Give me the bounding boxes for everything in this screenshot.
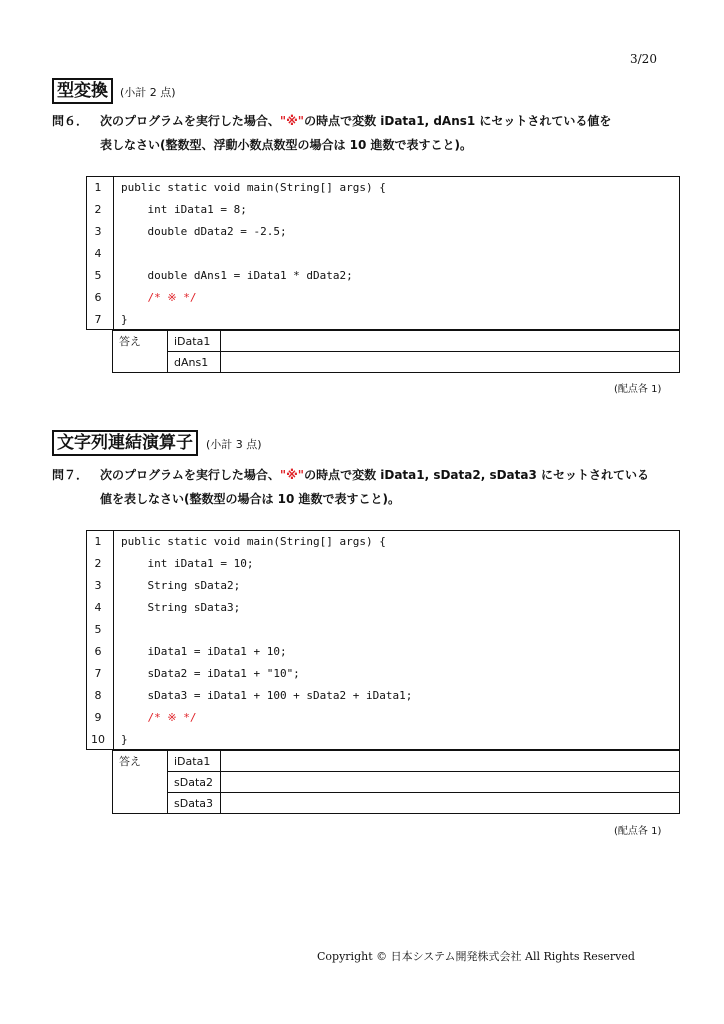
code-line bbox=[87, 663, 679, 685]
line-number: 4 bbox=[94, 601, 102, 614]
code-line bbox=[87, 531, 679, 553]
line-number: 10 bbox=[91, 733, 105, 746]
answer-field[interactable] bbox=[221, 352, 680, 373]
answer-field[interactable] bbox=[221, 772, 680, 793]
code-text: String sData3; bbox=[121, 601, 241, 614]
line-number: 2 bbox=[94, 557, 102, 570]
code-text: public static void main(String[] args) { bbox=[121, 181, 386, 194]
answer-label: 答え bbox=[113, 331, 168, 373]
answer-var: dAns1 bbox=[168, 352, 221, 373]
code-text: } bbox=[121, 733, 128, 746]
page-number: 3/20 bbox=[630, 52, 657, 66]
code-text: sData3 = iData1 + 100 + sData2 + iData1; bbox=[121, 689, 413, 702]
code-line bbox=[87, 287, 679, 309]
question-6 bbox=[52, 108, 672, 160]
line-number: 3 bbox=[94, 579, 102, 592]
code-line bbox=[87, 221, 679, 243]
answer-var: sData2 bbox=[168, 772, 221, 793]
code-comment: /* ※ */ bbox=[121, 291, 197, 304]
line-number: 7 bbox=[94, 313, 102, 326]
line-number: 6 bbox=[94, 645, 102, 658]
answer-var: iData1 bbox=[168, 331, 221, 352]
answer-var: sData3 bbox=[168, 793, 221, 814]
code-line bbox=[87, 707, 679, 729]
answer-label: 答え bbox=[113, 751, 168, 814]
line-number: 5 bbox=[94, 269, 102, 282]
code-text: double dAns1 = iData1 * dData2; bbox=[121, 269, 353, 282]
section-title: 型変換 bbox=[52, 78, 113, 104]
code-line bbox=[87, 619, 679, 641]
subtotal: (小計 3 点) bbox=[206, 438, 262, 451]
mark: "※" bbox=[279, 468, 305, 482]
line-number: 1 bbox=[94, 535, 102, 548]
code-box bbox=[86, 176, 680, 330]
line-number: 2 bbox=[94, 203, 102, 216]
answer-field[interactable] bbox=[221, 793, 680, 814]
section-title: 文字列連結演算子 bbox=[52, 430, 198, 456]
code-text: iData1 = iData1 + 10; bbox=[121, 645, 287, 658]
code-line bbox=[87, 243, 679, 265]
line-number: 9 bbox=[94, 711, 102, 724]
code-line bbox=[87, 729, 679, 751]
question-line-1: 次のプログラムを実行した場合、"※"の時点で変数 iData1, dAns1 にセットされている値を bbox=[100, 114, 612, 128]
code-box bbox=[86, 530, 680, 750]
line-number: 5 bbox=[94, 623, 102, 636]
line-number: 4 bbox=[94, 247, 102, 260]
line-number: 3 bbox=[94, 225, 102, 238]
code-line bbox=[87, 177, 679, 199]
code-line bbox=[87, 597, 679, 619]
line-number: 6 bbox=[94, 291, 102, 304]
code-text: public static void main(String[] args) { bbox=[121, 535, 386, 548]
code-text: sData2 = iData1 + "10"; bbox=[121, 667, 300, 680]
answer-table bbox=[112, 750, 680, 814]
code-comment: /* ※ */ bbox=[121, 711, 197, 724]
code-line bbox=[87, 685, 679, 707]
code-line bbox=[87, 199, 679, 221]
line-number: 8 bbox=[94, 689, 102, 702]
line-number: 7 bbox=[94, 667, 102, 680]
code-text: int iData1 = 8; bbox=[121, 203, 247, 216]
mark: "※" bbox=[279, 114, 305, 128]
code-text: } bbox=[121, 313, 128, 326]
answer-table bbox=[112, 330, 680, 373]
answer-field[interactable] bbox=[221, 751, 680, 772]
line-number: 1 bbox=[94, 181, 102, 194]
code-line bbox=[87, 641, 679, 663]
points: (配点各 1) bbox=[614, 826, 662, 837]
code-text: String sData2; bbox=[121, 579, 241, 592]
copyright: Copyright © 日本システム開発株式会社 All Rights Reserved bbox=[317, 950, 635, 963]
answer-var: iData1 bbox=[168, 751, 221, 772]
answer-field[interactable] bbox=[221, 331, 680, 352]
question-7 bbox=[52, 462, 672, 514]
subtotal: (小計 2 点) bbox=[120, 86, 176, 99]
question-line-1: 次のプログラムを実行した場合、"※"の時点で変数 iData1, sData2, sData3 にセットされている bbox=[100, 468, 650, 482]
question-line-2: 表しなさい(整数型、浮動小数点数型の場合は 10 進数で表すこと)。 bbox=[100, 138, 473, 152]
code-line bbox=[87, 553, 679, 575]
question-number: 問７． bbox=[52, 468, 89, 482]
question-line-2: 値を表しなさい(整数型の場合は 10 進数で表すこと)。 bbox=[100, 492, 401, 506]
question-number: 問６． bbox=[52, 114, 89, 128]
code-text: double dData2 = -2.5; bbox=[121, 225, 287, 238]
code-line bbox=[87, 575, 679, 597]
code-text: int iData1 = 10; bbox=[121, 557, 254, 570]
points: (配点各 1) bbox=[614, 384, 662, 395]
code-line bbox=[87, 309, 679, 331]
code-line bbox=[87, 265, 679, 287]
